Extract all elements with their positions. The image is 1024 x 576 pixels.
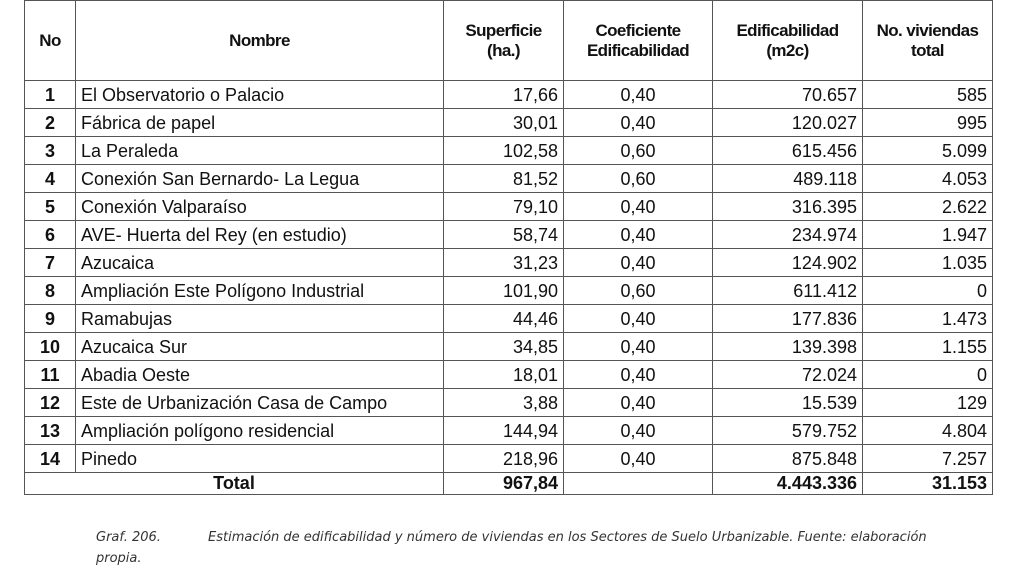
cell-viviendas: 1.473: [863, 305, 993, 333]
cell-edificabilidad: 316.395: [713, 193, 863, 221]
cell-viviendas: 0: [863, 361, 993, 389]
cell-no: 4: [25, 165, 76, 193]
cell-edificabilidad: 120.027: [713, 109, 863, 137]
header-nombre: Nombre: [76, 1, 444, 81]
table-body: [25, 81, 993, 473]
table-row: [25, 417, 993, 445]
cell-coeficiente: 0,40: [564, 109, 713, 137]
cell-viviendas: 129: [863, 389, 993, 417]
cell-no: 5: [25, 193, 76, 221]
cell-viviendas: 995: [863, 109, 993, 137]
cell-viviendas: 1.947: [863, 221, 993, 249]
cell-edificabilidad: 611.412: [713, 277, 863, 305]
table-row: [25, 361, 993, 389]
header-edificabilidad: Edificabilidad (m2c): [713, 1, 863, 81]
header-superficie: Superficie (ha.): [444, 1, 564, 81]
cell-nombre: Ramabujas: [76, 305, 444, 333]
cell-no: 6: [25, 221, 76, 249]
cell-coeficiente: 0,40: [564, 389, 713, 417]
cell-nombre: Conexión Valparaíso: [76, 193, 444, 221]
cell-superficie: 30,01: [444, 109, 564, 137]
cell-nombre: Conexión San Bernardo- La Legua: [76, 165, 444, 193]
cell-edificabilidad: 124.902: [713, 249, 863, 277]
header-coeficiente: Coeficiente Edificabilidad: [564, 1, 713, 81]
cell-edificabilidad: 139.398: [713, 333, 863, 361]
total-coeficiente: [564, 473, 713, 495]
header-viviendas: No. viviendas total: [863, 1, 993, 81]
total-superficie: 967,84: [444, 473, 564, 495]
table-row: [25, 193, 993, 221]
cell-nombre: Azucaica: [76, 249, 444, 277]
cell-viviendas: 1.155: [863, 333, 993, 361]
cell-edificabilidad: 177.836: [713, 305, 863, 333]
cell-nombre: Este de Urbanización Casa de Campo: [76, 389, 444, 417]
cell-coeficiente: 0,40: [564, 81, 713, 109]
table-row: [25, 81, 993, 109]
cell-viviendas: 0: [863, 277, 993, 305]
cell-nombre: AVE- Huerta del Rey (en estudio): [76, 221, 444, 249]
caption-label: Graf. 206.: [96, 530, 161, 545]
table-row: [25, 137, 993, 165]
cell-coeficiente: 0,60: [564, 165, 713, 193]
cell-nombre: Abadia Oeste: [76, 361, 444, 389]
cell-edificabilidad: 15.539: [713, 389, 863, 417]
cell-no: 12: [25, 389, 76, 417]
cell-viviendas: 585: [863, 81, 993, 109]
cell-no: 1: [25, 81, 76, 109]
header-no: No: [25, 1, 76, 81]
cell-viviendas: 4.053: [863, 165, 993, 193]
table-header-row: [25, 1, 993, 81]
cell-superficie: 31,23: [444, 249, 564, 277]
cell-coeficiente: 0,60: [564, 137, 713, 165]
cell-edificabilidad: 70.657: [713, 81, 863, 109]
total-viviendas: 31.153: [863, 473, 993, 495]
cell-viviendas: 2.622: [863, 193, 993, 221]
cell-nombre: Ampliación Este Polígono Industrial: [76, 277, 444, 305]
cell-edificabilidad: 234.974: [713, 221, 863, 249]
cell-nombre: Azucaica Sur: [76, 333, 444, 361]
cell-no: 14: [25, 445, 76, 473]
cell-superficie: 79,10: [444, 193, 564, 221]
cell-no: 9: [25, 305, 76, 333]
cell-coeficiente: 0,60: [564, 277, 713, 305]
cell-superficie: 101,90: [444, 277, 564, 305]
table-row: [25, 249, 993, 277]
cell-no: 10: [25, 333, 76, 361]
cell-coeficiente: 0,40: [564, 417, 713, 445]
cell-viviendas: 1.035: [863, 249, 993, 277]
cell-coeficiente: 0,40: [564, 333, 713, 361]
cell-nombre: Ampliación polígono residencial: [76, 417, 444, 445]
figure-caption: [96, 527, 976, 569]
table-row: [25, 389, 993, 417]
cell-edificabilidad: 875.848: [713, 445, 863, 473]
cell-superficie: 17,66: [444, 81, 564, 109]
cell-coeficiente: 0,40: [564, 305, 713, 333]
cell-superficie: 44,46: [444, 305, 564, 333]
cell-edificabilidad: 579.752: [713, 417, 863, 445]
cell-no: 11: [25, 361, 76, 389]
total-label: Total: [25, 473, 444, 495]
cell-superficie: 218,96: [444, 445, 564, 473]
cell-viviendas: 7.257: [863, 445, 993, 473]
cell-coeficiente: 0,40: [564, 361, 713, 389]
table-row: [25, 165, 993, 193]
cell-nombre: Pinedo: [76, 445, 444, 473]
cell-superficie: 18,01: [444, 361, 564, 389]
cell-no: 13: [25, 417, 76, 445]
cell-no: 7: [25, 249, 76, 277]
cell-superficie: 58,74: [444, 221, 564, 249]
cell-superficie: 144,94: [444, 417, 564, 445]
cell-edificabilidad: 72.024: [713, 361, 863, 389]
table-total-row: [25, 473, 993, 495]
cell-superficie: 34,85: [444, 333, 564, 361]
total-edificabilidad: 4.443.336: [713, 473, 863, 495]
cell-no: 2: [25, 109, 76, 137]
cell-no: 3: [25, 137, 76, 165]
cell-coeficiente: 0,40: [564, 445, 713, 473]
cell-nombre: Fábrica de papel: [76, 109, 444, 137]
cell-superficie: 3,88: [444, 389, 564, 417]
cell-superficie: 81,52: [444, 165, 564, 193]
cell-superficie: 102,58: [444, 137, 564, 165]
cell-viviendas: 5.099: [863, 137, 993, 165]
sectors-table: [24, 0, 993, 495]
cell-nombre: El Observatorio o Palacio: [76, 81, 444, 109]
table-row: [25, 305, 993, 333]
cell-coeficiente: 0,40: [564, 193, 713, 221]
table-row: [25, 109, 993, 137]
table-row: [25, 445, 993, 473]
table-row: [25, 333, 993, 361]
cell-no: 8: [25, 277, 76, 305]
cell-viviendas: 4.804: [863, 417, 993, 445]
table-row: [25, 221, 993, 249]
cell-nombre: La Peraleda: [76, 137, 444, 165]
cell-coeficiente: 0,40: [564, 221, 713, 249]
table-row: [25, 277, 993, 305]
cell-edificabilidad: 489.118: [713, 165, 863, 193]
cell-edificabilidad: 615.456: [713, 137, 863, 165]
cell-coeficiente: 0,40: [564, 249, 713, 277]
caption-text: Estimación de edificabilidad y número de viviendas en los Sectores de Suelo Urbanizable. Fuente: elaboración propia.: [96, 530, 927, 566]
